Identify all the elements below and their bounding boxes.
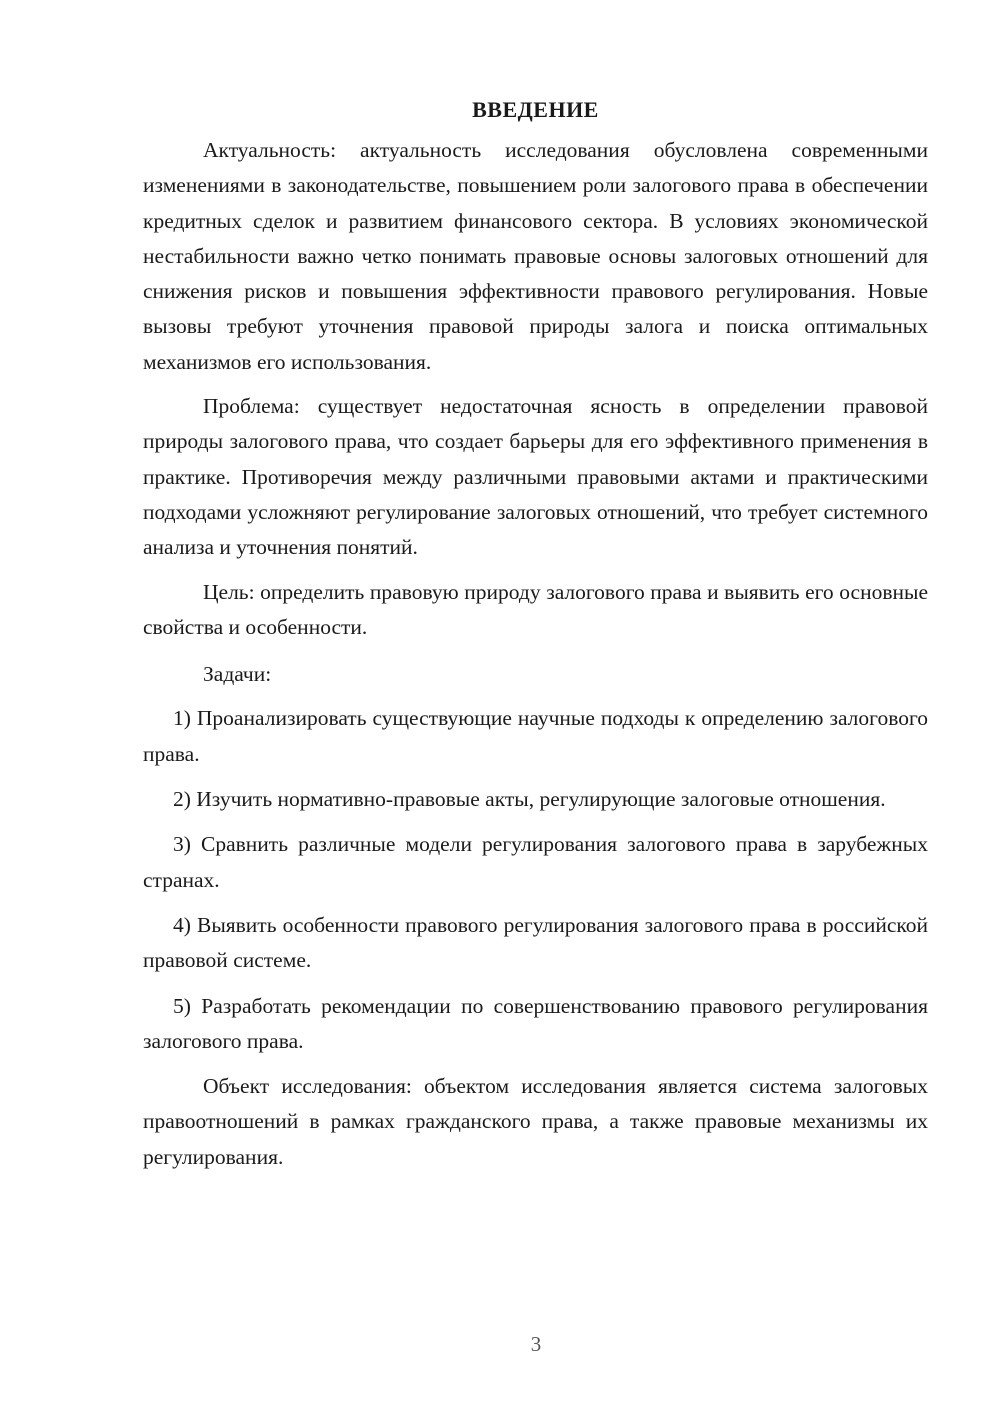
- paragraph-relevance: Актуальность: актуальность исследования обусловлена современными изменениями в законодательстве, повышением роли залогового права в обеспечении кредитных сделок и развитием финансового сектора. В условиях экономической нестабильности важно четко понимать правовые основы залоговых отношений для снижения рисков и повышения эффективности правового регулирования. Новые вызовы требуют уточнения правовой природы залога и поиска оптимальных механизмов его использования.: [143, 138, 928, 374]
- paragraph-object: Объект исследования: объектом исследования является система залоговых правоотношений в рамках гражданского права, а также правовые механизмы их регулирования.: [143, 1074, 928, 1169]
- tasks-list: [143, 701, 928, 1059]
- list-item: 1) Проанализировать существующие научные подходы к определению залогового права.: [143, 706, 928, 766]
- page-number: 3: [530, 1332, 542, 1356]
- list-item: 4) Выявить особенности правового регулирования залогового права в российской правовой системе.: [143, 912, 928, 973]
- list-item: 2) Изучить нормативно-правовые акты, регулирующие залоговые отношения.: [173, 787, 886, 812]
- paragraph-problem: Проблема: существует недостаточная ясность в определении правовой природы залогового права, что создает барьеры для его эффективного применения в практике. Противоречия между различными правовыми актами и практическими подходами усложняют регулирование залоговых отношений, что требует системного анализа и уточнения понятий.: [143, 394, 928, 560]
- list-item: 5) Разработать рекомендации по совершенствованию правового регулирования залогового права.: [143, 993, 928, 1053]
- list-item: 3) Сравнить различные модели регулирования залогового права в зарубежных странах.: [143, 832, 928, 892]
- document-page: [143, 92, 928, 1184]
- paragraph-goal: Цель: определить правовую природу залогового права и выявить его основные свойства и особенности.: [143, 579, 928, 639]
- tasks-heading: Задачи:: [203, 662, 272, 687]
- section-title: ВВЕДЕНИЕ: [472, 97, 599, 122]
